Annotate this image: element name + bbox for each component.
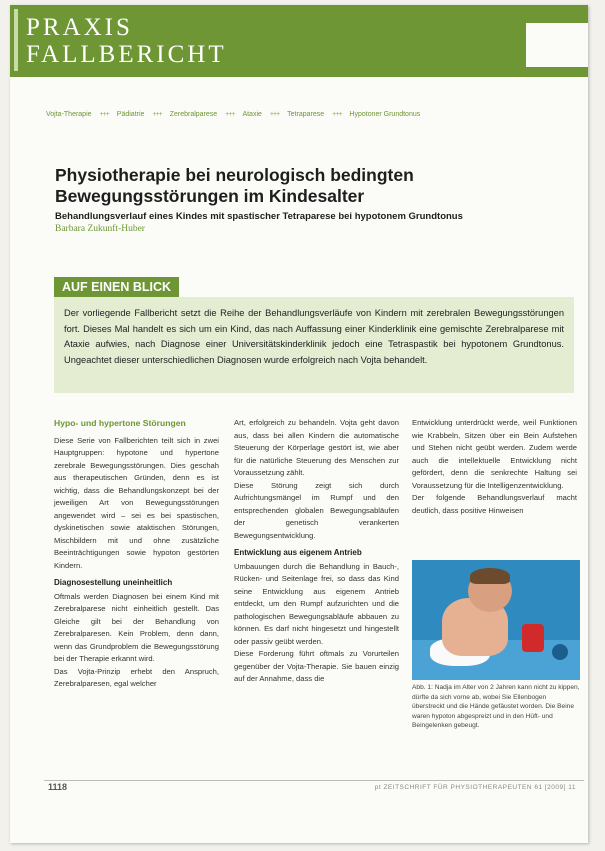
journal-page (10, 5, 588, 843)
paragraph: Oftmals werden Diagnosen bei einem Kind mit Zerebralparese nicht einheitlich gestellt. Das Gleiche gilt bei der Behandlung von Zerebralparesen. Kein Problem, denn dann, wenn das Grundproblem die Bewegungsstörung bei der Therapie erkannt wird. (54, 591, 219, 663)
journal-name: pt ZEITSCHRIFT FÜR PHYSIOTHERAPEUTEN 61 [2009] 11 (374, 784, 576, 791)
section-title (26, 14, 227, 68)
keyword: Zerebralparese (169, 111, 218, 118)
text-column-1 (54, 417, 219, 691)
header-stripe (14, 9, 18, 71)
paragraph: Umbauungen durch die Behandlung in Bauch-, Rücken- und Seitenlage frei, so dass das Kind seine Entwicklung aus eigenem Antrieb entdeckt, um den Rumpf aufzurichten und die pathologischen Bewegungsabläufe abbauen zu können. Es darf nicht hingesetzt und hingestellt oder passiv geübt werden. (234, 561, 399, 646)
at-a-glance-heading: AUF EINEN BLICK (54, 277, 179, 297)
paragraph: Diese Forderung führt oftmals zu Vorurteilen gegenüber der Vojta-Therapie. Sie bauen einzig auf der Annahme, dass die (234, 649, 399, 683)
subsection-heading: Entwicklung aus eigenem Antrieb (234, 548, 362, 557)
keyword-separator: +++ (225, 111, 235, 118)
keyword-separator: +++ (269, 111, 280, 118)
header-corner-tab (526, 23, 588, 67)
keyword: Vojta-Therapie (46, 111, 92, 118)
paragraph: Entwicklung unterdrückt werde, weil Funktionen wie Krabbeln, Sitzen über ein Bein Aufstehen und Stehen nicht geübt werden. Zudem werde auch die intellektuelle Entwicklung nicht gefördert, denn die senkrechte Haltung sei Voraussetzung für die Intelligenzentwicklung. (412, 418, 577, 490)
photo-blue-toy (552, 644, 568, 660)
keyword-separator: +++ (152, 111, 162, 118)
figure-photo-child (412, 560, 580, 680)
keyword-separator: +++ (332, 111, 342, 118)
keyword: Ataxie (242, 111, 262, 118)
article-author: Barbara Zukunft-Huber (55, 224, 145, 234)
keyword: Tetraparese (287, 111, 325, 118)
keyword: Pädiatrie (116, 111, 145, 118)
paragraph: Diese Störung zeigt sich durch Aufrichtungsmängel im Rumpf und den entsprechenden globalen Bewegungsabläufen der genetisch verankerten Bewegungsentwicklung. (234, 480, 399, 540)
keyword-separator: +++ (99, 111, 109, 118)
article-subtitle: Behandlungsverlauf eines Kindes mit spastischer Tetraparese bei hypotonem Grundtonus (55, 211, 463, 222)
keyword: Hypotoner Grundtonus (349, 111, 421, 118)
paragraph: Diese Serie von Fallberichten teilt sich in zwei Hauptgruppen: hypotone und hypertone zerebrale Bewegungsstörungen. Dies geschah aus therapeutischen Gründen, denn es ist wichtig, dass die Behandlungskonzept bei der jeweiligen Art von Bewegungsstörungen angewendet wird – sei es bei spastischen, dyskinetischen sowie ataktischen Störungen, Mischbildern mit und ohne zusätzliche Beeinträchtigungen sowie hypoton gestörten Kindern. (54, 435, 219, 570)
article-header (55, 165, 575, 234)
section-title-line1: PRAXIS (26, 14, 133, 41)
article-title: Physiotherapie bei neurologisch bedingten Bewegungsstörungen im Kindesalter (55, 165, 414, 206)
photo-red-toy (522, 624, 544, 652)
section-title-line2: FALLBERICHT (26, 41, 227, 68)
paragraph: Das Vojta-Prinzip erhebt den Anspruch, Zerebralparesen, egal welcher (54, 666, 219, 688)
page-number: 1118 (48, 782, 68, 792)
section-heading: Hypo- und hypertone Störungen (54, 418, 186, 428)
text-column-2 (234, 417, 399, 686)
header-band (10, 5, 588, 77)
paragraph: Der folgende Behandlungsverlauf macht deutlich, dass positive Hinweisen (412, 493, 577, 515)
paragraph: Art, erfolgreich zu behandeln. Vojta geht davon aus, dass bei allen Kindern die automatische Steuerung der Körperlage gestört ist, wie aber für die natürliche Steuerung des Menschen zur Voraussetzung zählt. (234, 418, 399, 477)
at-a-glance-box: Der vorliegende Fallbericht setzt die Reihe der Behandlungsverläufe von Kindern mit zerebralen Bewegungsstörungen fort. Dieses Mal handelt es sich um ein Kind, das nach Auffassung einer Kinderklinik eine gemischte Zerebralparese mit Ataxie aufwies, nach Diagnose einer Universitätskinderklinik jedoch eine Tetraspastik bei hypotonem Grundtonus. Ungeachtet dieser unterschiedlichen Diagnosen wurde erfolgreich nach Vojta behandelt. (54, 297, 574, 393)
keyword-row (46, 111, 586, 118)
figure-caption: Abb. 1: Nadja im Alter von 2 Jahren kann nicht zu kippen, dürfte da sich vorne ab, wobei Sie Ellenbogen überstreckt und die Hände gefäustet worden. Die Beine waren hypoton abgespreizt und in den Hüft- und Beingelenken gebeugt. (412, 684, 580, 729)
text-column-3 (412, 417, 577, 517)
subsection-heading: Diagnosestellung uneinheitlich (54, 578, 173, 587)
footer-divider (44, 780, 584, 781)
photo-child-hair (470, 568, 510, 584)
